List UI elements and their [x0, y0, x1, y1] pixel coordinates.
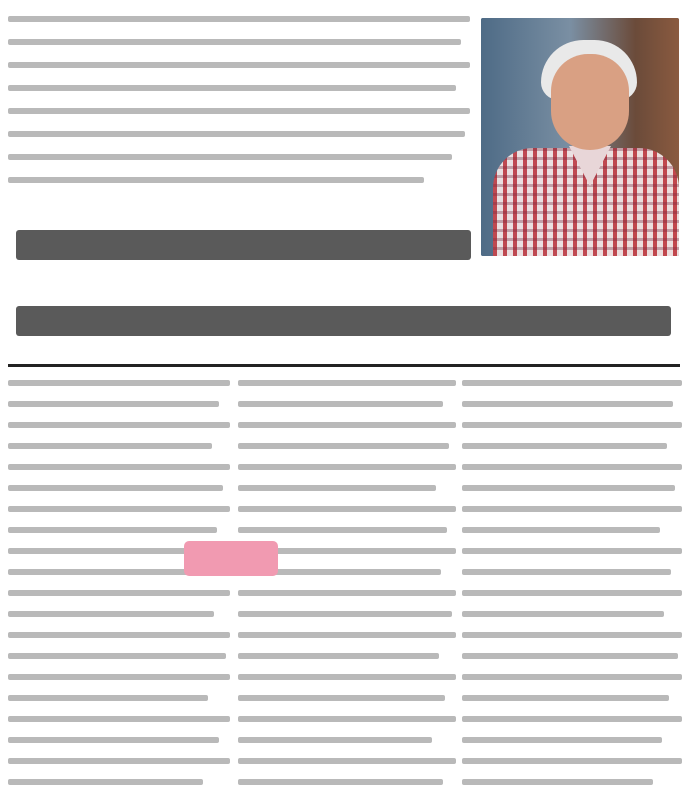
headline-line-2: [16, 290, 671, 350]
headline-line-1: [16, 214, 471, 276]
portrait-photo: [481, 18, 679, 256]
column-2: [238, 372, 456, 792]
column-3: [462, 372, 682, 792]
column-1: [8, 372, 230, 792]
guest-badge: [184, 541, 278, 576]
intro-paragraph: [8, 8, 470, 186]
divider-rule: [8, 364, 680, 367]
